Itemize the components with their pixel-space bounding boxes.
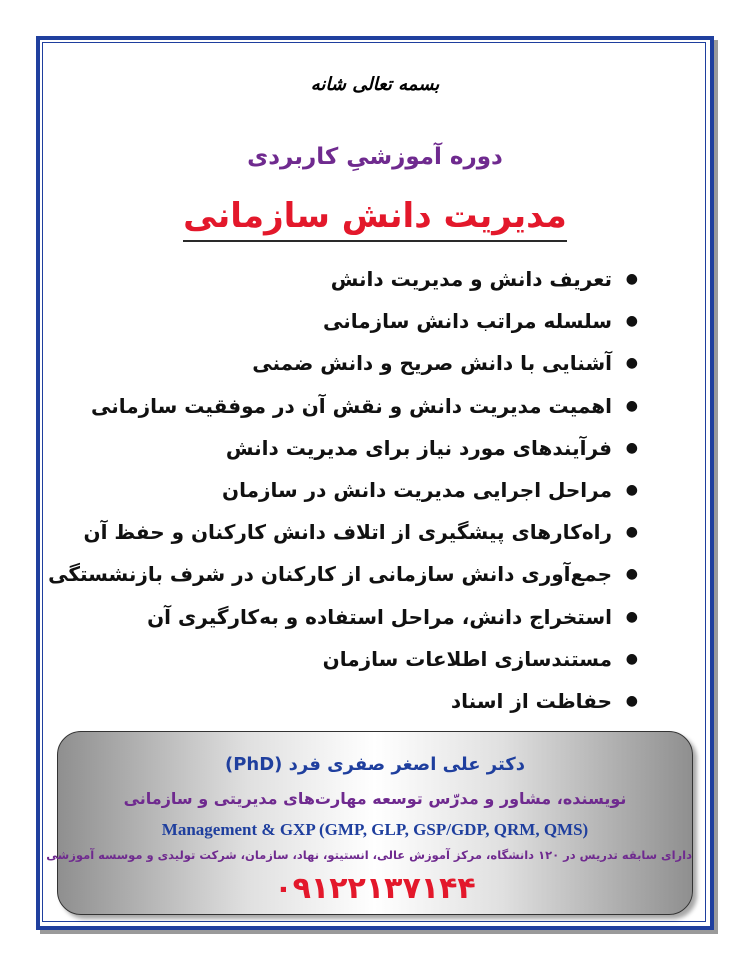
bullet-icon: ● (625, 397, 638, 414)
topic-text: آشنایی با دانش صریح و دانش ضمنی (252, 351, 612, 376)
course-type-heading: دوره آموزشیِ کاربردی (247, 144, 503, 170)
topic-text: حفاظت از اسناد (450, 688, 612, 713)
bullet-icon: ● (625, 271, 638, 287)
list-item (90, 385, 638, 427)
instructor-fields: Management & GXP (GMP, GLP, GSP/GDP, QRM, QMS) (161, 820, 589, 839)
bullet-icon: ● (625, 481, 638, 498)
bullet-icon: ● (625, 650, 638, 667)
list-item (98, 342, 638, 384)
course-title-text: مدیریت دانش سازمانی (183, 196, 567, 242)
topic-text: مراحل اجرایی مدیریت دانش در سازمان (222, 477, 612, 502)
bullet-icon: ● (625, 608, 638, 625)
bullet-icon: ● (625, 439, 638, 456)
topic-text: استخراج دانش، مراحل استفاده و به‌کارگیری آن (147, 604, 612, 629)
bullet-icon: ● (625, 692, 638, 709)
list-item (98, 596, 638, 638)
list-item (98, 469, 638, 511)
list-item (98, 427, 638, 469)
course-title (0, 196, 750, 242)
list-item (48, 553, 638, 595)
list-item (83, 511, 638, 553)
topics-list (48, 258, 638, 722)
instructor-role: نویسنده، مشاور و مدرّس توسعه مهارت‌های مدیریتی و سازمانی (123, 789, 627, 808)
list-item (98, 258, 638, 300)
bismillah-heading: بسمه تعالی شانه (310, 74, 440, 95)
instructor-history: دارای سابقه تدریس در ۱۲۰ دانشگاه، مرکز آموزش عالی، انستیتو، نهاد، سازمان، شرکت تولیدی و موسسه آموزشی (46, 848, 692, 862)
topic-text: جمع‌آوری دانش سازمانی از کارکنان در شرف بازنشستگی (48, 562, 612, 587)
list-item (98, 300, 638, 342)
list-item (98, 638, 638, 680)
topic-text: راه‌کارهای پیشگیری از اتلاف دانش کارکنان و حفظ آن (83, 520, 612, 545)
topic-text: تعریف دانش و مدیریت دانش (330, 267, 612, 291)
topic-text: مستندسازی اطلاعات سازمان (322, 646, 612, 671)
bullet-icon: ● (625, 355, 638, 372)
instructor-info-box (46, 731, 693, 915)
phone-number: ۰۹۱۲۲۱۳۷۱۴۴ (274, 871, 476, 906)
topic-text: سلسله مراتب دانش سازمانی (323, 309, 612, 334)
instructor-name: دکتر علی اصغر صفری فرد (PhD) (224, 754, 526, 775)
bullet-icon: ● (625, 566, 638, 583)
topic-text: فرآیندهای مورد نیاز برای مدیریت دانش (225, 435, 612, 460)
bullet-icon: ● (625, 524, 638, 541)
bullet-icon: ● (625, 313, 638, 330)
topic-text: اهمیت مدیریت دانش و نقش آن در موفقیت سازمانی (90, 393, 612, 418)
list-item (98, 680, 638, 722)
